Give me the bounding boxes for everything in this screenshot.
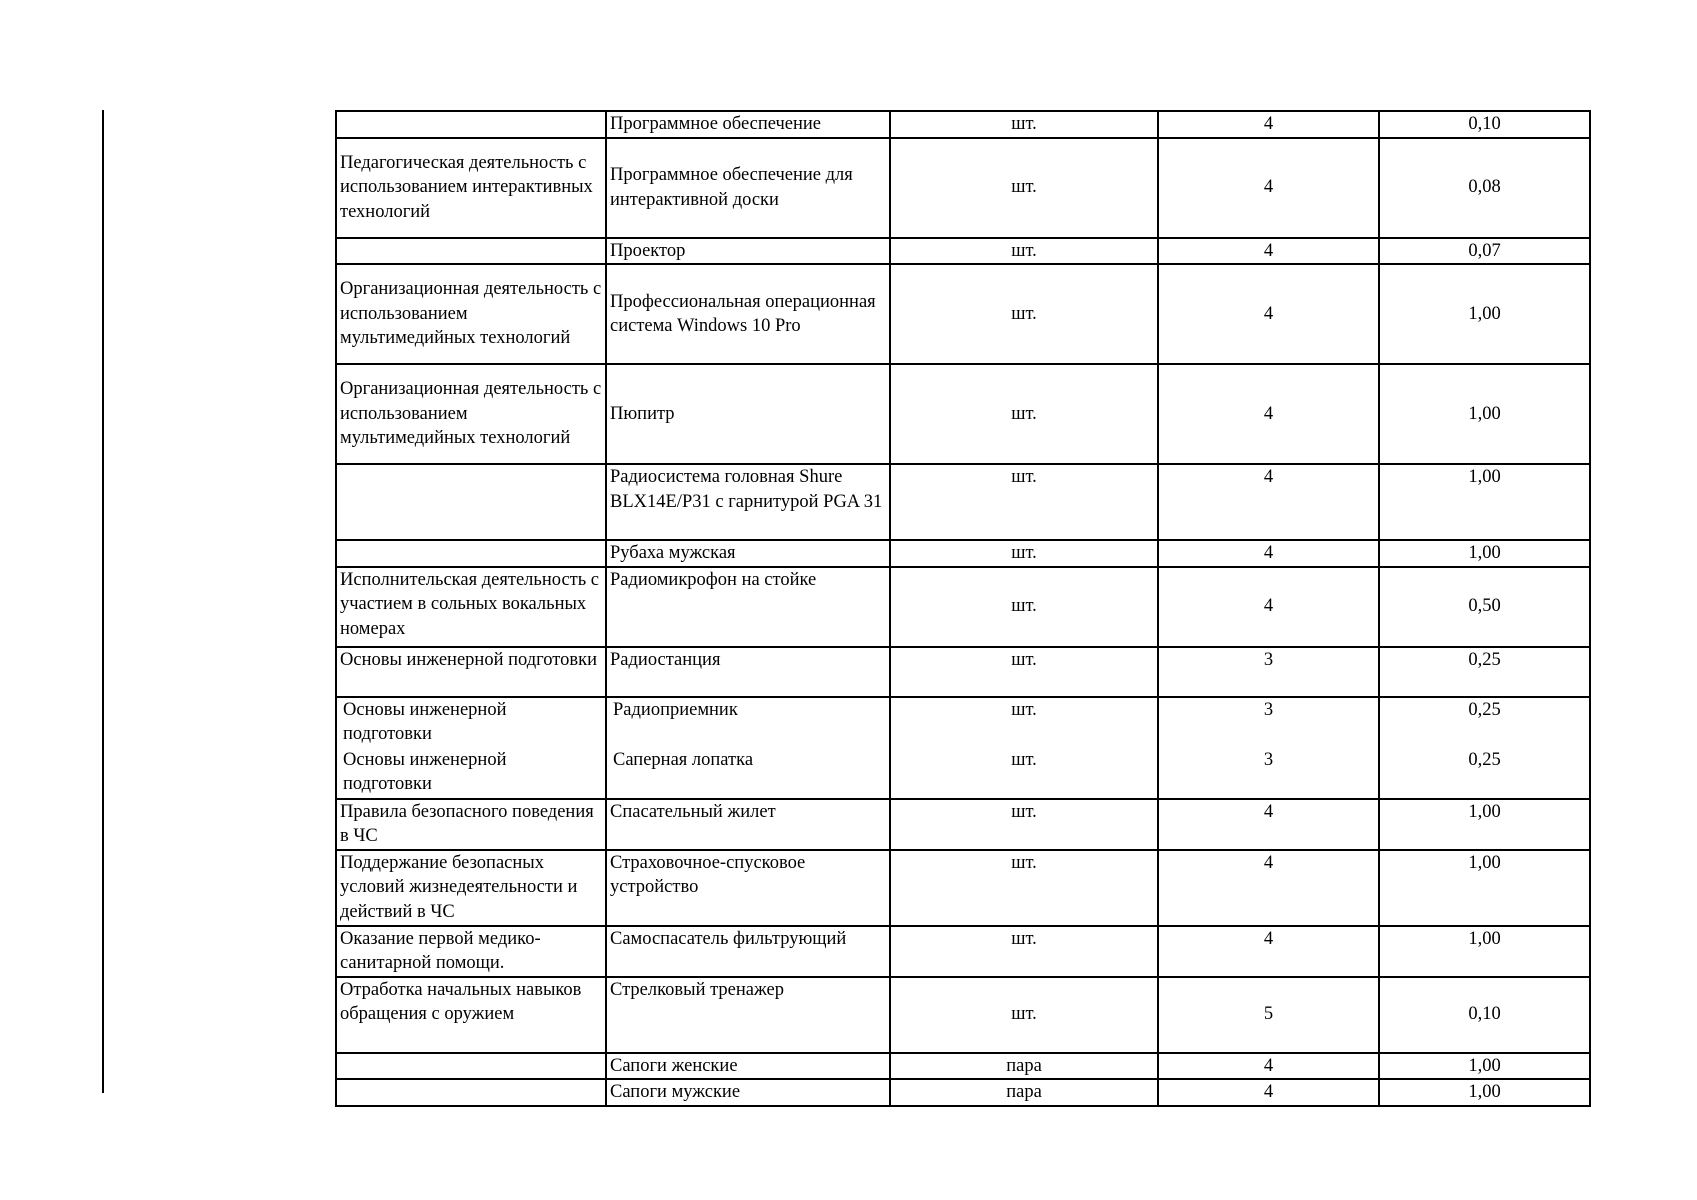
item-name-cell: Спасательный жилет xyxy=(606,799,890,850)
norm-cell: 1,00 xyxy=(1379,364,1590,464)
table-row xyxy=(336,111,1590,138)
unit-cell: шт. xyxy=(890,926,1158,977)
unit-cell: шт. xyxy=(890,977,1158,1053)
left-margin-rule xyxy=(102,110,104,1093)
unit-part: шт. xyxy=(1011,699,1037,720)
table-row xyxy=(336,1053,1590,1080)
activity-part: Основы инженерной подготовки xyxy=(343,749,507,794)
unit-cell: шт. xyxy=(890,850,1158,926)
activity-cell xyxy=(336,1079,606,1106)
quantity-part: 3 xyxy=(1263,699,1274,720)
unit-cell: шт. xyxy=(890,364,1158,464)
norm-cell: 1,00 xyxy=(1379,850,1590,926)
activity-cell xyxy=(336,697,606,799)
unit-cell: шт. xyxy=(890,111,1158,138)
norm-cell: 1,00 xyxy=(1379,540,1590,567)
norm-cell: 1,00 xyxy=(1379,799,1590,850)
item-name-cell xyxy=(606,697,890,799)
table-row xyxy=(336,464,1590,540)
norm-cell: 0,25 xyxy=(1379,647,1590,697)
norm-cell: 0,50 xyxy=(1379,567,1590,647)
activity-cell: Оказание первой медико-санитарной помощи. xyxy=(336,926,606,977)
table-row xyxy=(336,977,1590,1053)
activity-cell: Педагогическая деятельность с использованием интерактивных технологий xyxy=(336,138,606,238)
table-row xyxy=(336,238,1590,265)
quantity-cell: 4 xyxy=(1158,364,1379,464)
quantity-cell: 4 xyxy=(1158,567,1379,647)
table-row xyxy=(336,850,1590,926)
unit-cell xyxy=(890,697,1158,799)
table-row xyxy=(336,138,1590,238)
activity-cell: Правила безопасного поведения в ЧС xyxy=(336,799,606,850)
quantity-cell: 4 xyxy=(1158,138,1379,238)
quantity-cell: 4 xyxy=(1158,799,1379,850)
activity-cell: Поддержание безопасных условий жизнедеятельности и действий в ЧС xyxy=(336,850,606,926)
item-name-cell: Радиомикрофон на стойке xyxy=(606,567,890,647)
quantity-part: 3 xyxy=(1263,749,1274,770)
unit-cell: шт. xyxy=(890,464,1158,540)
norm-part: 0,25 xyxy=(1468,749,1501,770)
quantity-cell: 4 xyxy=(1158,850,1379,926)
norm-cell: 1,00 xyxy=(1379,926,1590,977)
item-name-cell: Программное обеспечение xyxy=(606,111,890,138)
item-name-cell: Радиосистема головная Shure BLX14E/P31 с гарнитурой PGA 31 xyxy=(606,464,890,540)
item-name-cell: Стрелковый тренажер xyxy=(606,977,890,1053)
table-row xyxy=(336,364,1590,464)
item-name-cell: Сапоги мужские xyxy=(606,1079,890,1106)
quantity-cell: 5 xyxy=(1158,977,1379,1053)
quantity-cell: 4 xyxy=(1158,1079,1379,1106)
activity-cell: Основы инженерной подготовки xyxy=(336,647,606,697)
table-row xyxy=(336,264,1590,364)
norm-cell: 0,10 xyxy=(1379,111,1590,138)
item-name-cell: Проектор xyxy=(606,238,890,265)
quantity-cell: 4 xyxy=(1158,464,1379,540)
item-name-cell: Самоспасатель фильтрующий xyxy=(606,926,890,977)
unit-cell: шт. xyxy=(890,567,1158,647)
norm-cell: 0,07 xyxy=(1379,238,1590,265)
activity-cell: Организационная деятельность с использованием мультимедийных технологий xyxy=(336,364,606,464)
item-name-cell: Рубаха мужская xyxy=(606,540,890,567)
quantity-cell: 4 xyxy=(1158,264,1379,364)
item-name-part: Радиоприемник xyxy=(613,699,738,720)
quantity-cell xyxy=(1158,697,1379,799)
item-name-cell: Радиостанция xyxy=(606,647,890,697)
unit-cell: шт. xyxy=(890,540,1158,567)
norm-cell xyxy=(1379,697,1590,799)
norm-cell: 1,00 xyxy=(1379,1053,1590,1080)
table-row xyxy=(336,647,1590,697)
activity-part: Основы инженерной подготовки xyxy=(343,699,507,744)
unit-cell: шт. xyxy=(890,799,1158,850)
item-name-part: Саперная лопатка xyxy=(613,749,754,770)
item-name-cell: Программное обеспечение для интерактивной доски xyxy=(606,138,890,238)
unit-cell: пара xyxy=(890,1079,1158,1106)
table-row xyxy=(336,799,1590,850)
item-name-cell: Страховочное-спусковое устройство xyxy=(606,850,890,926)
item-name-cell: Сапоги женские xyxy=(606,1053,890,1080)
activity-cell: Исполнительская деятельность с участием в сольных вокальных номерах xyxy=(336,567,606,647)
table-row xyxy=(336,1079,1590,1106)
activity-cell xyxy=(336,1053,606,1080)
unit-cell: шт. xyxy=(890,138,1158,238)
activity-cell: Организационная деятельность с использованием мультимедийных технологий xyxy=(336,264,606,364)
quantity-cell: 3 xyxy=(1158,647,1379,697)
quantity-cell: 4 xyxy=(1158,1053,1379,1080)
norm-cell: 1,00 xyxy=(1379,1079,1590,1106)
norm-cell: 1,00 xyxy=(1379,464,1590,540)
quantity-cell: 4 xyxy=(1158,238,1379,265)
activity-cell: Отработка начальных навыков обращения с оружием xyxy=(336,977,606,1053)
unit-cell: шт. xyxy=(890,238,1158,265)
equipment-table xyxy=(335,110,1591,1107)
activity-cell xyxy=(336,464,606,540)
item-name-cell: Пюпитр xyxy=(606,364,890,464)
table-row xyxy=(336,540,1590,567)
norm-cell: 1,00 xyxy=(1379,264,1590,364)
unit-part: шт. xyxy=(1011,749,1037,770)
norm-cell: 0,10 xyxy=(1379,977,1590,1053)
activity-cell xyxy=(336,238,606,265)
norm-part: 0,25 xyxy=(1468,699,1501,720)
quantity-cell: 4 xyxy=(1158,540,1379,567)
unit-cell: пара xyxy=(890,1053,1158,1080)
table-row xyxy=(336,697,1590,799)
quantity-cell: 4 xyxy=(1158,111,1379,138)
activity-cell xyxy=(336,540,606,567)
quantity-cell: 4 xyxy=(1158,926,1379,977)
unit-cell: шт. xyxy=(890,264,1158,364)
norm-cell: 0,08 xyxy=(1379,138,1590,238)
table-row xyxy=(336,567,1590,647)
item-name-cell: Профессиональная операционная система Windows 10 Pro xyxy=(606,264,890,364)
activity-cell xyxy=(336,111,606,138)
table-row xyxy=(336,926,1590,977)
unit-cell: шт. xyxy=(890,647,1158,697)
